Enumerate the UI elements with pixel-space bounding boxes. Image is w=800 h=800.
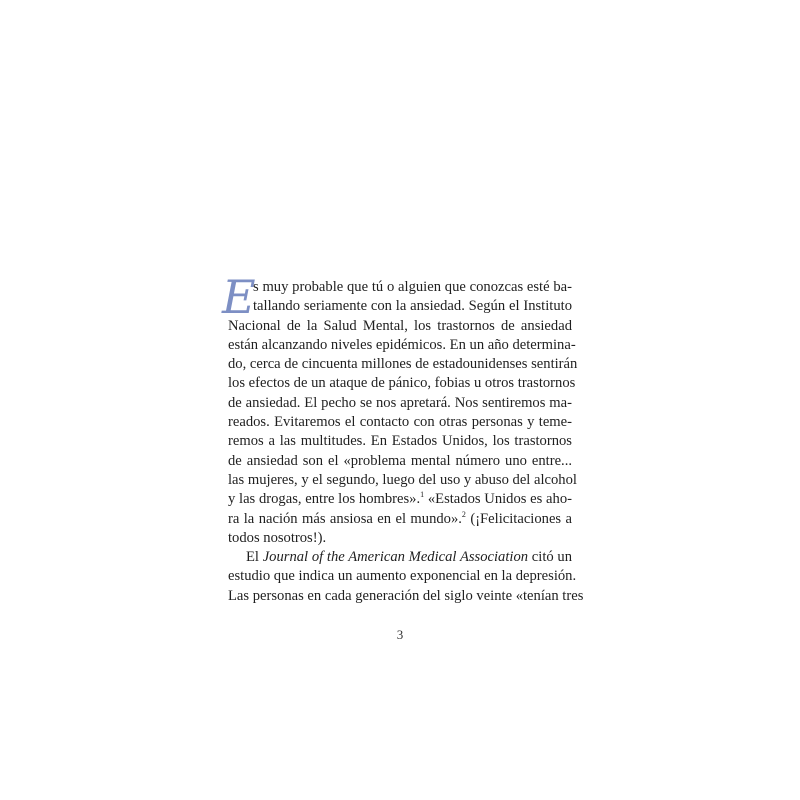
text-segment: El (246, 549, 263, 566)
text-line: las mujeres, y el segundo, luego del uso y abuso del alcohol (228, 471, 577, 488)
text-line: tallando seriamente con la ansiedad. Según el Instituto (253, 298, 572, 315)
text-line (228, 510, 572, 529)
text-line: los efectos de un ataque de pánico, fobias u otros trastornos (228, 375, 576, 392)
italic-title: Journal of the American Medical Association (262, 549, 529, 566)
text-line: Nacional de la Salud Mental, los trastornos de ansiedad (228, 317, 572, 334)
body-text (222, 270, 584, 606)
text-line: de ansiedad son el «problema mental número uno entre... (228, 452, 572, 469)
text-line: remos a las multitudes. En Estados Unidos, los trastornos (228, 433, 572, 450)
text-line: reados. Evitaremos el contacto con otras personas y teme- (228, 414, 572, 431)
footnote-marker: 1 (420, 490, 425, 500)
text-segment: y las drogas, entre los hombres». (228, 491, 421, 508)
text-line: están alcanzando niveles epidémicos. En un año determina- (228, 336, 576, 353)
drop-cap: E (222, 270, 256, 324)
text-line: do, cerca de cincuenta millones de estadounidenses sentirán (228, 356, 578, 373)
text-line: de ansiedad. El pecho se nos apretará. Nos sentiremos ma- (228, 394, 572, 411)
text-line (228, 548, 572, 567)
text-line: todos nosotros!). (228, 529, 327, 546)
text-line: Las personas en cada generación del siglo veinte «tenían tres (228, 587, 584, 604)
page-number: 3 (396, 627, 404, 642)
text-segment: citó un (528, 549, 572, 566)
text-segment: (¡Felicitaciones a (465, 510, 572, 527)
text-segment: ra la nación más ansiosa en el mundo». (228, 510, 462, 527)
text-segment: «Estados Unidos es aho- (424, 491, 572, 508)
text-line (228, 490, 572, 509)
text-line: s muy probable que tú o alguien que conozcas esté ba- (253, 279, 572, 295)
text-line: estudio que indica un aumento exponencial en la depresión. (228, 568, 577, 585)
footnote-marker: 2 (461, 509, 466, 519)
